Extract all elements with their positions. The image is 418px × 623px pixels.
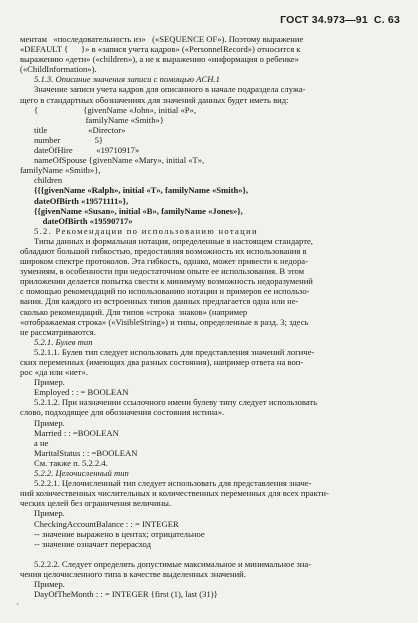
text-line: dateOfBirth «19571111»},	[34, 195, 129, 206]
text-line: широком спектре протоколов. Эта гибкость, однако, может привести к недора-	[20, 256, 308, 267]
text-line: Пример.	[34, 579, 65, 590]
text-line: рос «да или «нет».	[20, 367, 88, 378]
page-body	[20, 34, 400, 599]
text-line	[20, 549, 400, 559]
corner-mark: `	[16, 603, 20, 614]
text-line: ний количественных числительных и количественных переменных для всех практи-	[20, 488, 329, 499]
text-line: Пример.	[34, 508, 65, 519]
text-line: DayOfTheMonth : : = INTEGER {first (1), last (31)}	[34, 589, 218, 600]
text-line: dateOfHire «19710917»	[34, 145, 140, 156]
text-line: number 5}	[34, 134, 104, 145]
text-line: ментам «последовательность из» («SEQUENCE OF»). Поэтому выражение	[20, 34, 304, 44]
text-line: 5.2.1.1. Булев тип следует использовать для представления значений логиче-	[34, 346, 315, 357]
text-line: «отображаемая строка» («VisibleString») и типы, определенные в разд. 3; здесь	[20, 316, 309, 327]
text-line: См. также п. 5.2.2.4.	[34, 457, 108, 468]
text-line: 5.2.1. Булев тип	[34, 336, 93, 347]
text-line: слово, подходящее для обозначения состояния истина».	[20, 407, 225, 418]
text-line: Типы данных и формальная нотация, определенные в настоящем стандарте,	[34, 235, 313, 246]
page-header	[280, 14, 400, 26]
standard-number: ГОСТ 34.973—91	[280, 14, 368, 26]
text-line: с помощью рекомендаций по использованию нотации и примеров ее использо-	[20, 286, 310, 297]
text-line: ческих целей без ограничения величины.	[20, 498, 172, 509]
text-line: щего в стандартных обозначениях для значений данных будет иметь вид:	[20, 94, 289, 105]
text-line: { {givenName «John», initial «P»,	[34, 104, 196, 115]
text-line: чения целочисленного типа в качестве выделенных значений.	[20, 568, 246, 579]
text-line: familyName «Smith»}	[34, 114, 164, 125]
text-line: -- значение означает перерасход	[34, 538, 151, 549]
text-line: 5.2.2.2. Следует определять допустимые максимальное и минимальное зна-	[34, 558, 312, 569]
text-line: {{{givenName «Ralph», initial «T», familyName «Smith»},	[34, 185, 249, 196]
text-line: Employed : : = BOOLEAN	[34, 387, 129, 398]
text-line: приложении делается попытка свести к минимуму возможность недоразумений	[20, 276, 313, 287]
text-line: выражению «дети» («children»), а не к выражению «информация о ребенке»	[20, 54, 299, 65]
text-line: children	[34, 175, 63, 186]
text-line: -- значение выражено в центах; отрицательное	[34, 528, 205, 539]
text-line: dateOfBirth «19590717»	[34, 215, 133, 226]
text-line: 5.1.3. Описание значения записи с помощью ACH.1	[34, 74, 220, 85]
text-line: 5.2.1.2. При назначении ссылочного имени булеву типу следует использовать	[34, 397, 318, 408]
text-line: сколько рекомендаций. Для типов «строка знаков» (например	[20, 306, 248, 317]
text-line: Married : : =BOOLEAN	[34, 427, 119, 438]
text-line: nameOfSpouse {givenName «Mary», initial «T»,	[34, 155, 205, 166]
text-line: CheckingAccountBalance : : = INTEGER	[34, 518, 179, 529]
text-line: Значение записи учета кадров для описанного в начале подраздела служа-	[34, 84, 306, 95]
text-line: {{givenName «Susan», initial «B», familyName «Jones»},	[34, 205, 243, 216]
text-line: а не	[34, 437, 49, 448]
text-line: вания. Для каждого из встроенных типов данных предлагается одна или не-	[20, 296, 299, 307]
text-line: Пример.	[34, 377, 65, 388]
text-line: ских переменных (имеющих два разных состояния), например ответа на воп-	[20, 357, 304, 367]
text-line: familyName «Smith»},	[20, 165, 101, 176]
text-line: («ChildInformation»).	[20, 64, 97, 75]
text-line: Пример.	[34, 417, 65, 428]
text-line: обладают большой гибкостью, предоставляя возможность их использования в	[20, 245, 307, 256]
text-line: зумениям, в особенности при недостаточном опыте ее использования. В этом	[20, 266, 305, 277]
text-line: title «Director»	[34, 124, 126, 135]
text-line: не рассматриваются.	[20, 326, 96, 337]
page-number: С. 63	[373, 14, 400, 26]
text-line: 5.2.2. Целочисленный тип	[34, 468, 129, 479]
text-line: 5.2. Рекомендации по использованию нотации	[34, 225, 258, 236]
text-line: 5.2.2.1. Целочисленный тип следует использовать для представления значе-	[34, 478, 312, 489]
text-line: MaritalStatus : : =BOOLEAN	[34, 447, 138, 458]
text-line: «DEFAULT { }» в «запися учета кадров» («PersonnelRecord») относится к	[20, 44, 301, 55]
